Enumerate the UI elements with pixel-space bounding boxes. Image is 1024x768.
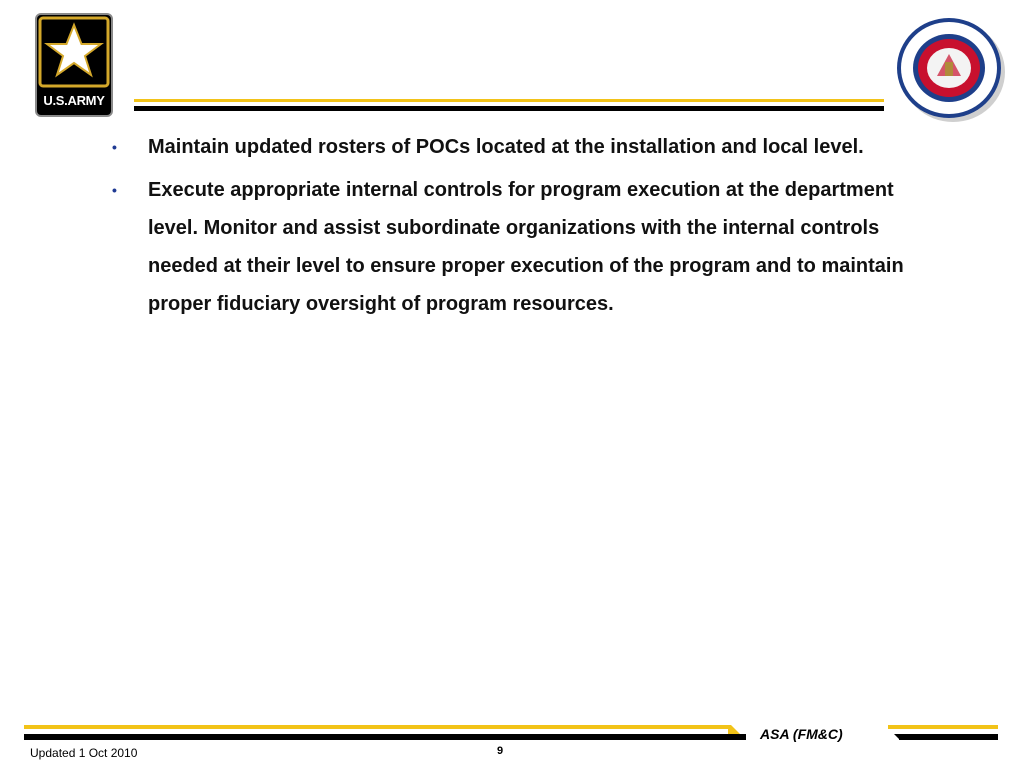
bullet-text: Maintain updated rosters of POCs located at the installation and local level. — [148, 136, 864, 158]
footer-black-rule — [24, 734, 746, 740]
us-army-logo — [35, 13, 113, 117]
footer-black-rule-right — [899, 734, 998, 740]
footer-gold-rule — [24, 725, 730, 729]
bullet-text: Execute appropriate internal controls for program execution at the department level. Monitor and assist subordinate organizations with the internal controls needed at their level to ensure proper execution of the program and to maintain proper fiduciary oversight of program resources. — [148, 179, 904, 315]
header-gold-rule — [134, 99, 884, 102]
footer-slant-left — [728, 725, 758, 740]
bullet-item — [112, 128, 942, 166]
footer-updated-date: Updated 1 Oct 2010 — [30, 746, 138, 760]
bullet-marker: • — [112, 182, 117, 198]
bullet-item — [112, 171, 942, 323]
page-number: 9 — [496, 745, 504, 757]
assistant-secretary-seal — [893, 14, 1009, 124]
footer-org-label: ASA (FM&C) — [760, 726, 843, 742]
footer-slant-right — [880, 725, 910, 740]
bullet-list — [112, 128, 942, 328]
bullet-marker: • — [112, 139, 117, 155]
header-black-rule — [134, 106, 884, 111]
army-wordmark: U.S.ARMY — [43, 93, 105, 108]
